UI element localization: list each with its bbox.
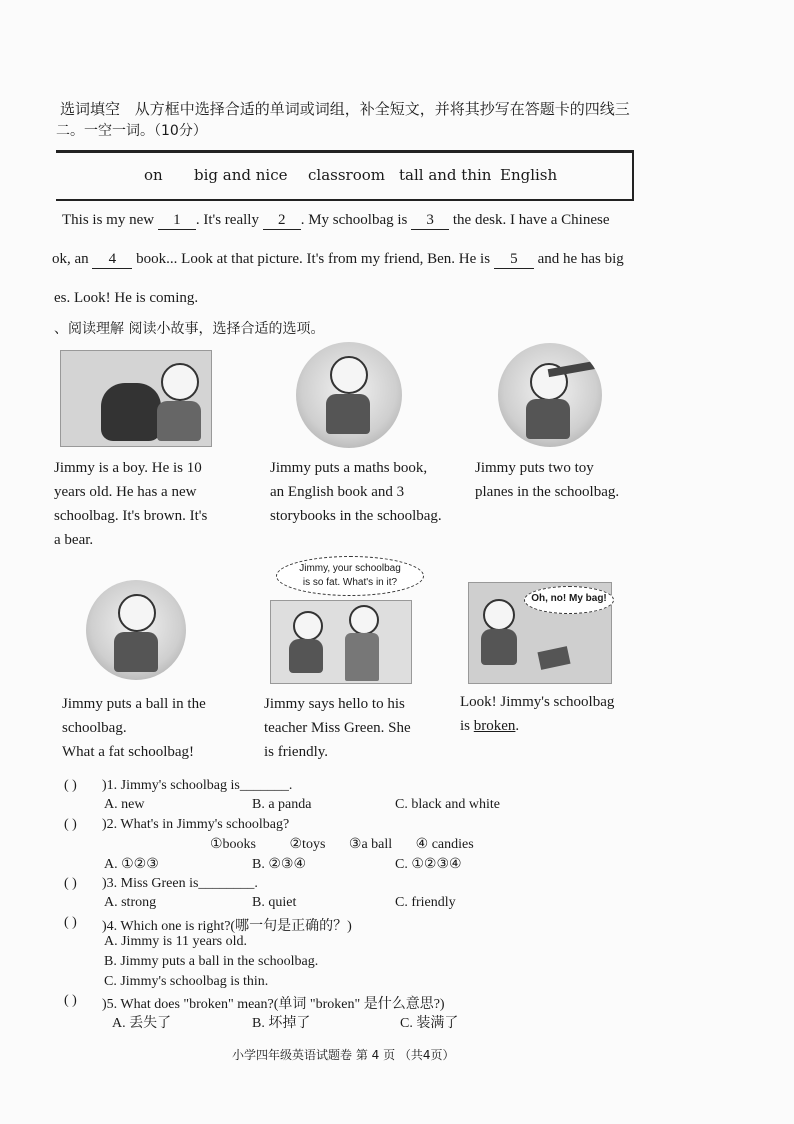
option-1c: C. black and white (395, 797, 500, 812)
speech-bubble-2: Oh, no! My bag! (524, 586, 614, 614)
question-1: )1. Jimmy's schoolbag is_______. (102, 778, 293, 793)
boy-figure-icon (330, 356, 368, 394)
option-3b: B. quiet (252, 895, 297, 910)
passage-line-3: es. Look! He is coming. (54, 290, 199, 306)
teacher-figure-icon (349, 605, 379, 635)
passage-line-2: ok, an 4 book... Look at that picture. It's from my friend, Ben. He is 5 and he has big (52, 251, 624, 267)
story-caption-2: Jimmy puts a maths book, an English book and 3 storybooks in the schoolbag. (270, 460, 442, 524)
story-image-1 (60, 350, 212, 447)
question-5: )5. What does "broken" mean?(单词 "broken" 是什么意思?) (102, 997, 445, 1012)
story-caption-1: Jimmy is a boy. He is 10 years old. He has a new schoolbag. It's brown. It's a bear. (54, 460, 208, 548)
option-2c: C. ①②③④ (395, 857, 462, 872)
option-1a: A. new (104, 797, 145, 812)
option-5a: A. 丢失了 (112, 1016, 172, 1031)
section-instruction: 从方框中选择合适的单词或词组，补全短文，并将其抄写在答题卡的四线三 (134, 100, 630, 118)
bear-bag-icon (101, 383, 161, 441)
boy-figure-icon (161, 363, 199, 401)
boy-figure-icon (293, 611, 323, 641)
story-caption-5: Jimmy says hello to his teacher Miss Green. She is friendly. (264, 696, 411, 760)
question-4: )4. Which one is right?(哪一句是正确的？) (102, 919, 352, 934)
blank-3: 3 (411, 212, 449, 230)
word-option: tall and thin (399, 166, 492, 184)
answer-paren: ( ) (64, 915, 77, 930)
section-heading (60, 98, 630, 119)
underlined-word: broken (473, 718, 516, 734)
section-instruction-2: 二。一空一词。（10分） (56, 123, 207, 139)
story-image-2 (296, 342, 402, 448)
blank-4: 4 (92, 251, 132, 269)
word-box (56, 150, 634, 201)
story-image-3 (498, 343, 602, 447)
option-5c: C. 装满了 (400, 1016, 459, 1031)
story-caption-4: Jimmy puts a ball in the schoolbag. What a fat schoolbag! (62, 696, 206, 760)
broken-bag-icon (537, 646, 570, 670)
option-3a: A. strong (104, 895, 157, 910)
blank-5: 5 (494, 251, 534, 269)
option-4a: A. Jimmy is 11 years old. (104, 934, 247, 949)
word-option: big and nice (194, 166, 288, 184)
option-2b: B. ②③④ (252, 857, 306, 872)
answer-paren: ( ) (64, 817, 77, 832)
story-caption-6: Look! Jimmy's schoolbag is broken. (460, 694, 615, 734)
answer-paren: ( ) (64, 876, 77, 891)
question-2: )2. What's in Jimmy's schoolbag? (102, 817, 290, 832)
speech-bubble-1: Jimmy, your schoolbag is so fat. What's in it? (276, 556, 424, 596)
word-option: on (144, 166, 163, 184)
blank-2: 2 (263, 212, 301, 230)
question-3: )3. Miss Green is________. (102, 876, 258, 891)
option-4b: B. Jimmy puts a ball in the schoolbag. (104, 954, 319, 969)
page-footer: 小学四年级英语试题卷 第 4 页 （共4页） (232, 1048, 455, 1062)
section-title: 选词填空 (60, 100, 121, 118)
blank-1: 1 (158, 212, 196, 230)
option-5b: B. 坏掉了 (252, 1016, 311, 1031)
option-1b: B. a panda (252, 797, 312, 812)
boy-figure-icon (483, 599, 515, 631)
option-3c: C. friendly (395, 895, 456, 910)
story-caption-3: Jimmy puts two toy planes in the schoolbag. (475, 460, 620, 500)
boy-figure-icon (118, 594, 156, 632)
word-option: English (500, 166, 558, 184)
answer-paren: ( ) (64, 993, 77, 1008)
answer-paren: ( ) (64, 778, 77, 793)
passage-line-1: This is my new 1 . It's really 2 . My schoolbag is 3 the desk. I have a Chinese (62, 212, 610, 228)
reading-heading: 、阅读理解 阅读小故事，选择合适的选项。 (54, 321, 325, 337)
story-image-4 (86, 580, 186, 680)
item-list: ①books ②toys ③a ball ④ candies (210, 837, 474, 852)
option-4c: C. Jimmy's schoolbag is thin. (104, 974, 269, 989)
story-image-5 (270, 600, 412, 684)
option-2a: A. ①②③ (104, 857, 159, 872)
word-option: classroom (308, 166, 385, 184)
